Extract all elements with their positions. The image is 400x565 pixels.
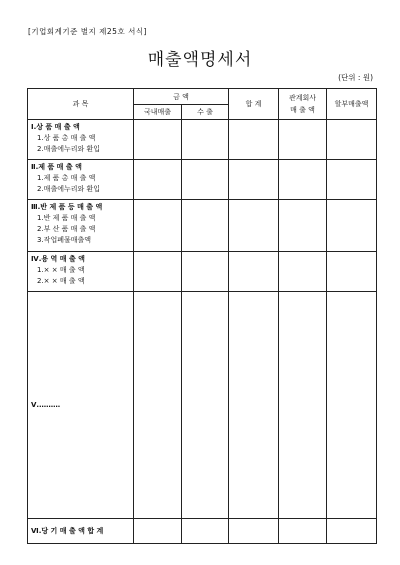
header-export: 수 출 [182,105,229,120]
section-title: Ⅰ.상 품 매 출 액 [31,123,80,132]
cell-export[interactable] [182,518,229,543]
cell-sum[interactable] [229,160,279,199]
total-row [28,518,377,543]
section-title: Ⅲ.반 제 품 등 매 출 액 [31,202,103,211]
misc-row [28,292,377,518]
cell-affiliate[interactable] [279,518,327,543]
cell-affiliate[interactable] [279,252,327,292]
section-item: 1.상 품 총 매 출 액 [37,134,96,143]
cell-export[interactable] [182,120,229,160]
header-affiliate-line1: 관계회사 [288,94,317,103]
cell-export[interactable] [182,292,229,518]
form-note: [기업회계기준 별지 제25호 서식] [28,27,147,36]
cell-sum[interactable] [229,199,279,251]
header-domestic: 국내매출 [134,105,182,120]
page-title: 매출액명세서 [147,50,253,70]
cell-affiliate[interactable] [279,120,327,160]
total-label: Ⅵ.당 기 매 출 액 합 계 [28,518,134,543]
cell-domestic[interactable] [134,120,182,160]
cell-installment[interactable] [327,518,377,543]
cell-sum[interactable] [229,120,279,160]
header-affiliate-line2: 매 출 액 [290,106,315,115]
sales-statement-table [27,88,377,544]
unit-label: (단위 : 원) [338,73,373,82]
section-item: 2.부 산 품 매 출 액 [37,224,96,233]
section-row [28,199,377,251]
cell-installment[interactable] [327,252,377,292]
cell-domestic[interactable] [134,160,182,199]
section-item: 2.매출에누리와 환입 [37,145,100,154]
cell-affiliate[interactable] [279,292,327,518]
cell-sum[interactable] [229,518,279,543]
header-amount: 금 액 [134,89,229,105]
section-title: Ⅳ.용 역 매 출 액 [31,255,85,264]
cell-export[interactable] [182,160,229,199]
section-item: 2.× × 매 출 액 [37,277,85,286]
section-row [28,160,377,199]
misc-label: Ⅴ.……… [28,292,134,518]
section-item: 1.× × 매 출 액 [37,266,85,275]
section-row [28,120,377,160]
header-subject: 과 목 [28,89,134,120]
cell-affiliate[interactable] [279,160,327,199]
cell-domestic[interactable] [134,199,182,251]
section-label [28,160,134,199]
cell-sum[interactable] [229,292,279,518]
cell-installment[interactable] [327,160,377,199]
section-title: Ⅱ.제 품 매 출 액 [31,163,82,172]
cell-domestic[interactable] [134,292,182,518]
header-installment: 할부매출액 [327,89,377,120]
cell-export[interactable] [182,199,229,251]
header-affiliate [279,89,327,120]
cell-sum[interactable] [229,252,279,292]
section-label [28,199,134,251]
section-item: 1.반 제 품 매 출 액 [37,213,96,222]
section-row [28,252,377,292]
section-label [28,252,134,292]
section-item: 3.작업폐물매출액 [37,235,92,244]
section-label [28,120,134,160]
cell-export[interactable] [182,252,229,292]
cell-installment[interactable] [327,292,377,518]
cell-domestic[interactable] [134,518,182,543]
cell-domestic[interactable] [134,252,182,292]
section-item: 1.제 품 총 매 출 액 [37,174,96,183]
header-sum: 합 계 [229,89,279,120]
section-item: 2.매출에누리와 환입 [37,185,100,194]
cell-affiliate[interactable] [279,199,327,251]
cell-installment[interactable] [327,120,377,160]
cell-installment[interactable] [327,199,377,251]
